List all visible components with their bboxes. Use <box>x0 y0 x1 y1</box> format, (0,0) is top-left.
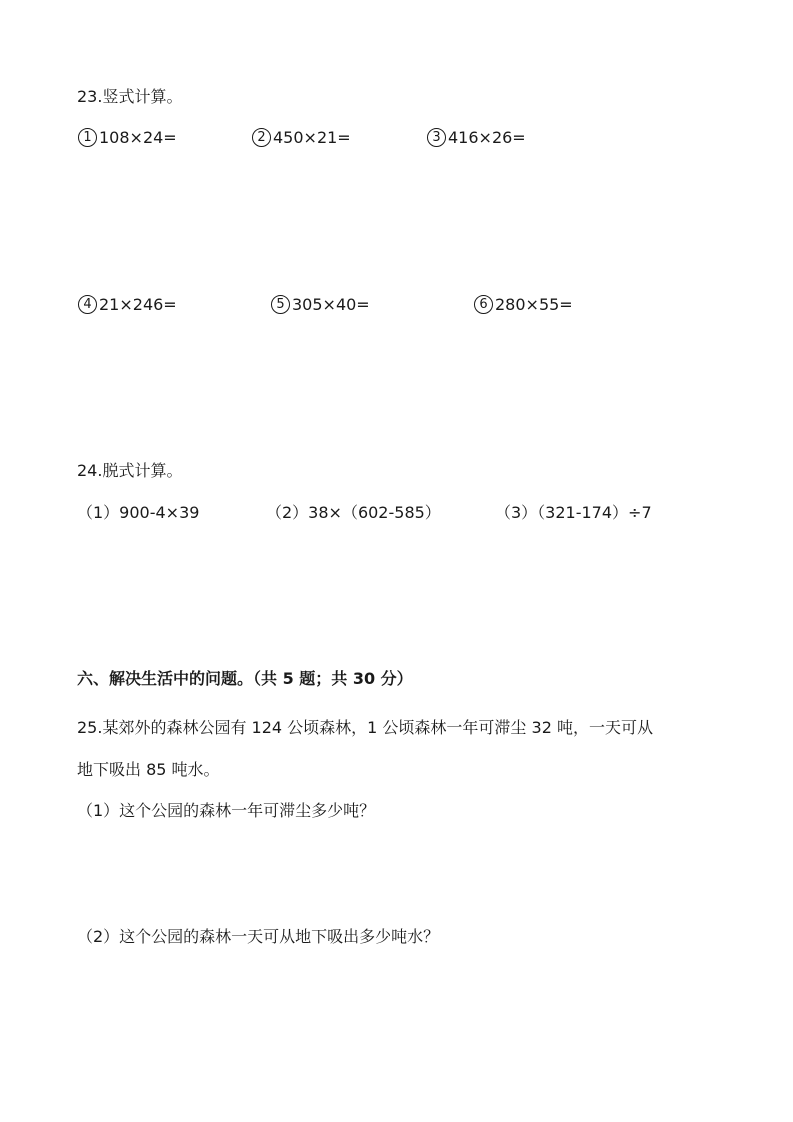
expression: 108×24= <box>99 127 177 147</box>
question-25-line-2: 地下吸出 85 吨水。 <box>77 760 220 779</box>
q23-item-3 <box>427 128 526 147</box>
question-25-sub-2: （2）这个公园的森林一天可从地下吸出多少吨水？ <box>77 927 440 946</box>
expression: 416×26= <box>448 127 526 147</box>
expression: 450×21= <box>273 127 351 147</box>
circled-number: 1 <box>78 128 97 147</box>
q23-item-4 <box>78 295 177 314</box>
expression: 21×246= <box>99 294 177 314</box>
question-24-title: 24.脱式计算。 <box>77 461 183 480</box>
section-6-heading: 六、解决生活中的问题。（共 5 题；共 30 分） <box>77 669 413 688</box>
q23-item-5 <box>271 295 370 314</box>
q24-item-2: （2）38×（602-585） <box>266 503 441 522</box>
q23-item-1 <box>78 128 177 147</box>
question-25-line-1: 25.某郊外的森林公园有 124 公顷森林，1 公顷森林一年可滞尘 32 吨，一天可从 <box>77 718 653 737</box>
circled-number: 5 <box>271 295 290 314</box>
question-25-sub-1: （1）这个公园的森林一年可滞尘多少吨？ <box>77 801 376 820</box>
expression: 305×40= <box>292 294 370 314</box>
expression: 280×55= <box>495 294 573 314</box>
circled-number: 4 <box>78 295 97 314</box>
circled-number: 6 <box>474 295 493 314</box>
q24-item-3: （3）（321-174）÷7 <box>495 503 652 522</box>
q23-item-2 <box>252 128 351 147</box>
circled-number: 3 <box>427 128 446 147</box>
q23-item-6 <box>474 295 573 314</box>
question-23-title: 23.竖式计算。 <box>77 87 183 106</box>
q24-item-1: （1）900-4×39 <box>77 503 200 522</box>
circled-number: 2 <box>252 128 271 147</box>
